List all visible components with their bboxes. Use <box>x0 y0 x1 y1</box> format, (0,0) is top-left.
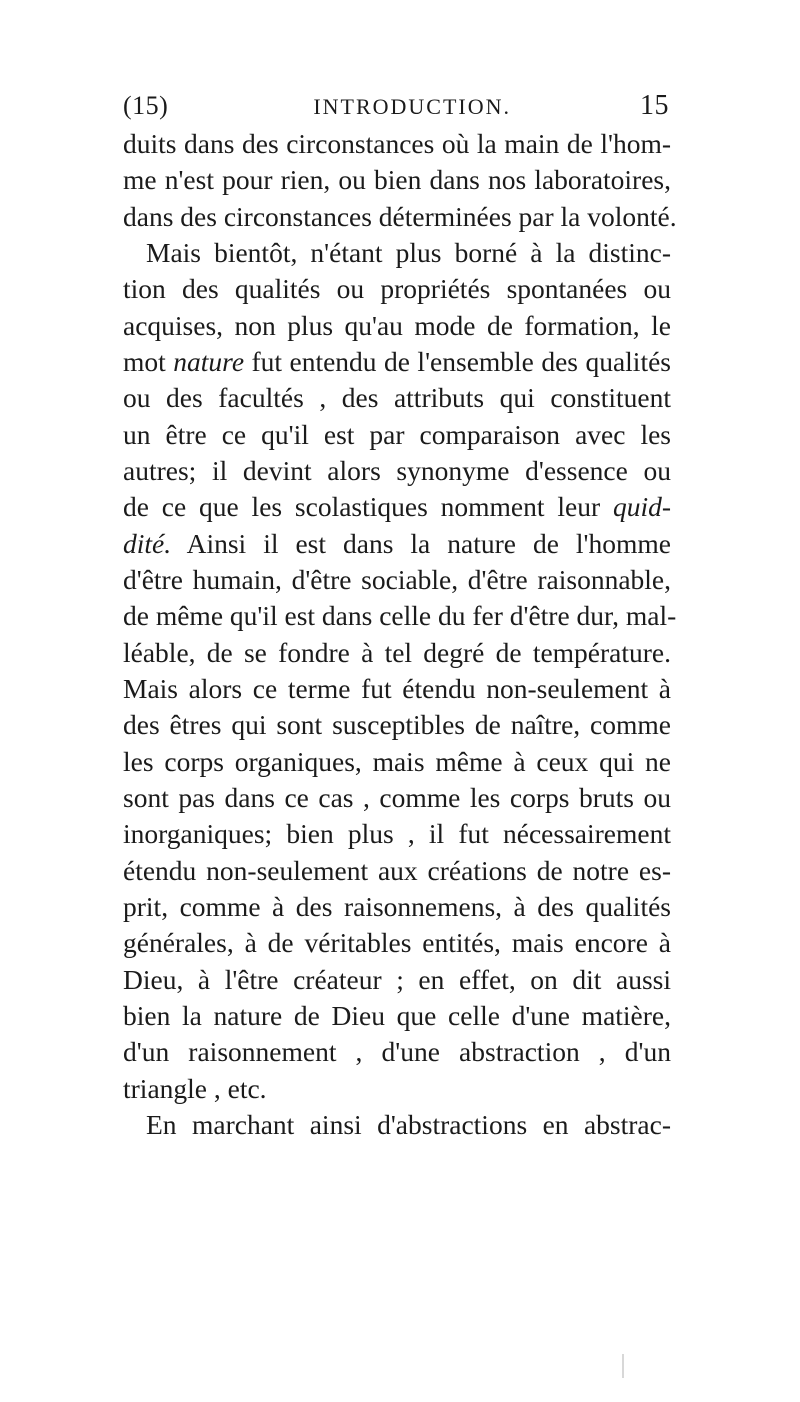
text-line-11 <box>123 489 671 525</box>
text-line-19: sont pas dans ce cas , comme les corps bruts ou <box>123 781 671 813</box>
text-line-27: triangle , etc. <box>123 1072 267 1104</box>
text-line-7-post: fut entendu de l'ensemble des qualités <box>244 345 671 377</box>
text-line-18: les corps organiques, mais même à ceux qui ne <box>123 745 671 777</box>
italic-term-quid: quid- <box>612 491 671 523</box>
text-line-20: inorganiques; bien plus , il fut nécessairement <box>123 818 671 850</box>
text-line-26: d'un raisonnement , d'une abstraction , d'un <box>123 1036 671 1068</box>
paper-mark <box>622 1354 624 1378</box>
text-line-1: duits dans des circonstances où la main de l'hom- <box>123 128 671 159</box>
text-line-24: Dieu, à l'être créateur ; en effet, on dit aussi <box>123 963 671 995</box>
text-line-22: prit, comme à des raisonnemens, à des qualités <box>123 890 671 922</box>
text-line-13: d'être humain, d'être sociable, d'être raisonnable, <box>123 563 671 595</box>
text-line-3: dans des circonstances déterminées par la volonté. <box>123 200 677 232</box>
text-line-12-post: Ainsi il est dans la nature de l'homme <box>171 527 671 559</box>
text-line-9: un être ce qu'il est par comparaison avec les <box>123 418 671 450</box>
page-number-left: (15) <box>123 91 169 120</box>
text-line-21: étendu non-seulement aux créations de notre es- <box>123 854 671 886</box>
italic-term-nature: nature <box>173 345 245 377</box>
text-line-12 <box>123 526 671 562</box>
text-line-14: de même qu'il est dans celle du fer d'être dur, mal- <box>123 600 677 632</box>
text-line-2: me n'est pour rien, ou bien dans nos laboratoires, <box>123 164 671 196</box>
text-line-7-pre: mot <box>123 345 174 377</box>
text-line-4: Mais bientôt, n'étant plus borné à la distinc- <box>146 236 671 268</box>
text-line-28: En marchant ainsi d'abstractions en abstrac- <box>146 1108 671 1140</box>
text-line-17: des êtres qui sont susceptibles de naître, comme <box>123 709 671 741</box>
text-line-6: acquises, non plus qu'au mode de formation, le <box>123 309 671 341</box>
running-title: INTRODUCTION. <box>313 94 512 119</box>
text-line-11-pre: de ce que les scolastiques nomment leur <box>123 491 613 523</box>
text-line-16: Mais alors ce terme fut étendu non-seulement à <box>123 672 671 704</box>
text-line-10: autres; il devint alors synonyme d'essence ou <box>123 454 671 486</box>
text-line-25: bien la nature de Dieu que celle d'une matière, <box>123 999 671 1031</box>
text-line-7 <box>123 344 671 380</box>
text-line-23: générales, à de véritables entités, mais encore à <box>123 927 671 959</box>
running-head <box>123 90 669 130</box>
text-line-5: tion des qualités ou propriétés spontanées ou <box>123 273 671 305</box>
italic-term-dite: dité. <box>123 527 172 559</box>
body-text <box>123 126 677 1143</box>
page-number-right: 15 <box>640 90 669 121</box>
text-line-15: léable, de se fondre à tel degré de température. <box>123 636 671 668</box>
text-line-8: ou des facultés , des attributs qui constituent <box>123 382 671 414</box>
